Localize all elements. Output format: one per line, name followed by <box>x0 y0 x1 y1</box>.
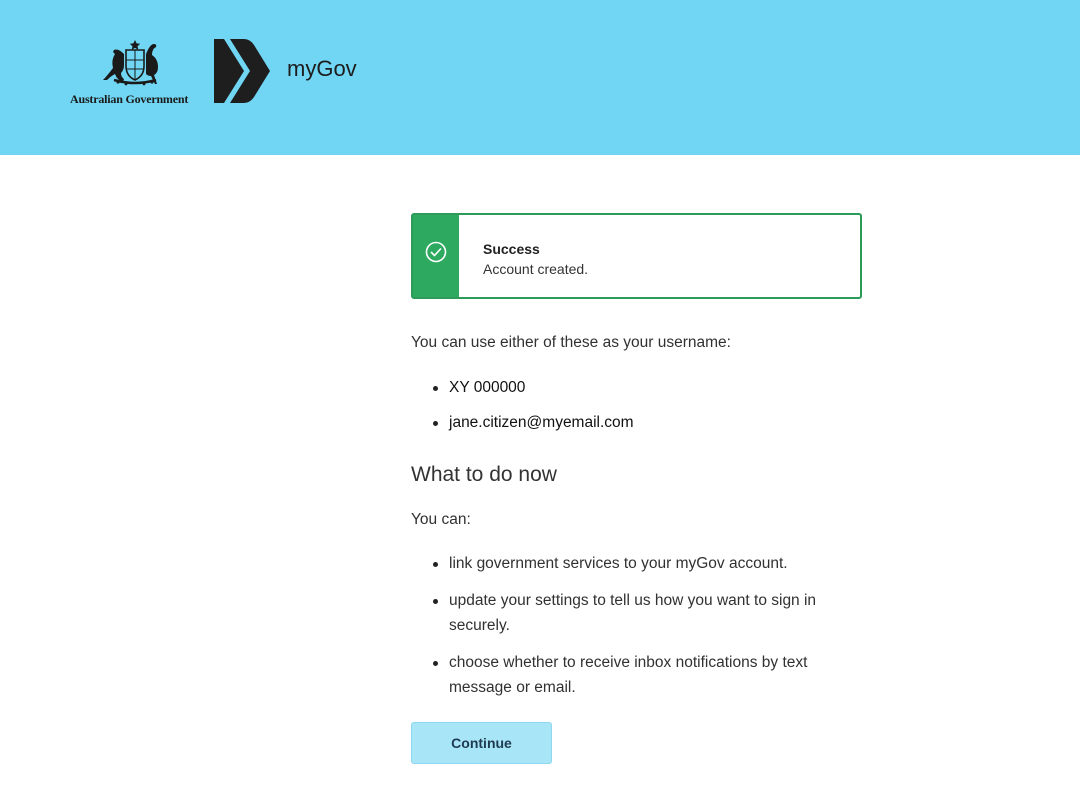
site-header <box>0 0 1080 155</box>
app-name[interactable]: myGov <box>287 56 357 81</box>
mygov-logo-icon[interactable] <box>214 39 270 103</box>
government-name: Australian Government <box>70 92 189 106</box>
government-crest[interactable] <box>70 38 200 106</box>
alert-strip <box>413 215 459 297</box>
list-item: choose whether to receive inbox notifications by text message or email. <box>411 650 831 700</box>
list-item: link government services to your myGov account. <box>411 551 831 576</box>
username-intro: You can use either of these as your username: <box>411 334 731 351</box>
username-list <box>411 375 634 445</box>
next-steps-intro: You can: <box>411 511 471 528</box>
list-item: update your settings to tell us how you want to sign in securely. <box>411 588 831 638</box>
continue-button[interactable]: Continue <box>411 722 552 764</box>
check-circle-icon <box>425 241 447 263</box>
section-heading: What to do now <box>411 463 557 486</box>
success-alert <box>411 213 862 299</box>
list-item: jane.citizen@myemail.com <box>411 410 634 435</box>
list-item: XY 000000 <box>411 375 634 400</box>
coat-of-arms-icon <box>100 38 170 90</box>
alert-title: Success <box>483 241 540 257</box>
main-content <box>411 213 863 751</box>
next-steps-list <box>411 551 831 712</box>
alert-message: Account created. <box>483 261 589 277</box>
